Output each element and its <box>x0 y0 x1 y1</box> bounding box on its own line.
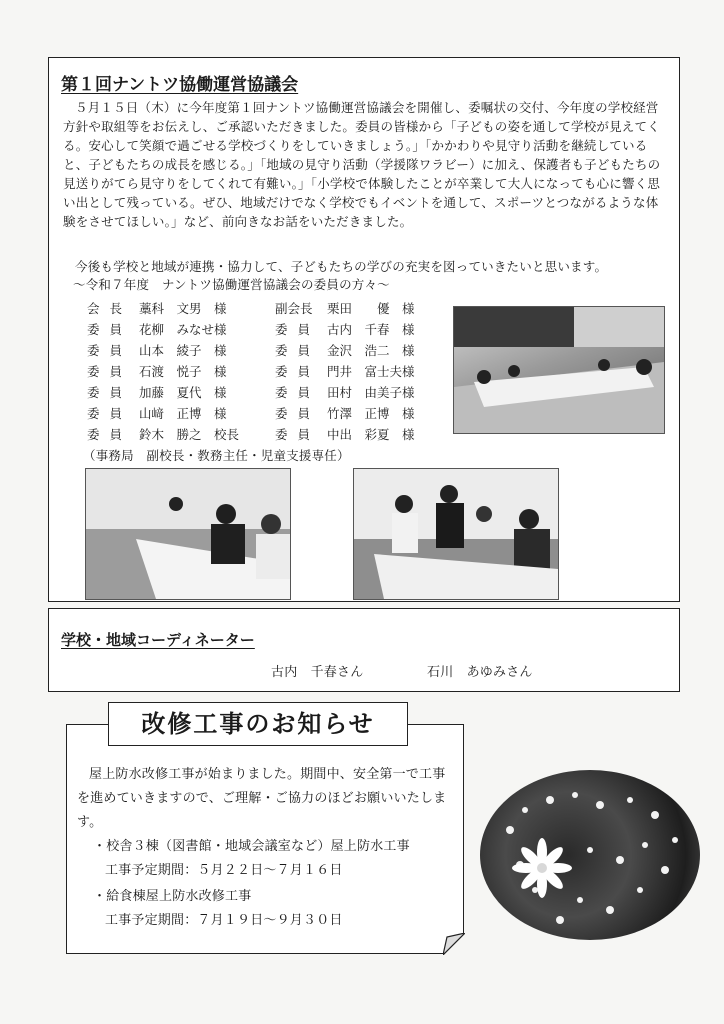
notice-section <box>66 724 464 954</box>
member-row: 委員 古内 千春 様 <box>275 322 415 337</box>
members-right-column <box>275 298 437 445</box>
meeting-closing: 今後も学校と地域が連携・協力して、子どもたちの学びの充実を図っていきたいと思います。 <box>75 259 608 274</box>
coordinator-section <box>48 608 680 692</box>
coordinator-name-2: 石川 あゆみさん <box>427 665 533 680</box>
table-discussion-photo <box>85 468 291 600</box>
meeting-room-photo <box>453 306 665 434</box>
member-row: 委員 田村 由美子様 <box>275 385 415 400</box>
notice-item-1-period: 工事予定期間：５月２２日～７月１６日 <box>105 863 343 878</box>
notice-title: 改修工事のお知らせ <box>108 702 408 746</box>
office-note: （事務局 副校長・教務主任・児童支援専任） <box>83 448 350 463</box>
coordinator-name-1: 古内 千春さん <box>271 665 364 680</box>
member-row: 委員 石渡 悦子 様 <box>87 364 227 379</box>
member-row: 委員 金沢 浩二 様 <box>275 343 415 358</box>
member-row: 委員 花柳 みなせ様 <box>87 322 227 337</box>
member-row: 委員 山本 綾子 様 <box>87 343 227 358</box>
meeting-section <box>48 57 680 602</box>
meeting-title: 第１回ナントツ協働運営協議会 <box>61 75 299 95</box>
members-left-column <box>87 298 249 445</box>
notice-item-2: ・給食棟屋上防水改修工事 <box>93 889 252 904</box>
coordinator-title: 学校・地域コーディネーター <box>61 631 255 649</box>
certificate-presentation-photo <box>353 468 559 600</box>
flower-photo <box>480 770 700 940</box>
notice-item-2-period: 工事予定期間：７月１９日～９月３０日 <box>105 913 343 928</box>
notice-intro: 屋上防水改修工事が始まりました。期間中、安全第一で工事を進めていきますので、ご理解・ご協力のほどお願いいたします。 <box>77 767 447 830</box>
member-row: 委員 中出 彩夏 様 <box>275 427 415 442</box>
member-row: 委員 山﨑 正博 様 <box>87 406 227 421</box>
page-curl-decoration <box>443 933 465 955</box>
member-row: 会長 藁科 文男 様 <box>87 301 227 316</box>
member-row: 委員 鈴木 勝之 校長 <box>87 427 240 442</box>
members-heading: ～令和７年度 ナントツ協働運営協議会の委員の方々～ <box>73 277 390 292</box>
notice-item-1: ・校舎３棟（図書館・地域会議室など）屋上防水工事 <box>93 839 410 854</box>
member-row: 副会長 栗田 優 様 <box>275 301 415 316</box>
member-row: 委員 竹澤 正博 様 <box>275 406 415 421</box>
member-row: 委員 加藤 夏代 様 <box>87 385 227 400</box>
member-row: 委員 門井 富士夫様 <box>275 364 415 379</box>
meeting-paragraph: ５月１５日（木）に今年度第１回ナントツ協働運営協議会を開催し、委嘱状の交付、今年度の学校経営方針や取組等をお伝えし、ご承認いただきました。委員の皆様から「子どもの姿を通して学校が見えてくる。安心して笑顔で過ごせる学校づくりをしていきましょう。」「かかわりや見守り活動を継続していると、子どもたちの成長を感じる。」「地域の見守り活動（学援隊ワラビー）に加え、保護者も子どもたちの見送りがてら見守りをしてくれて有難い。」「小学校で体験したことが卒業して大人になっても心に響く思い出として残っている。ぜひ、地域だけでなく学校でもイベントを通して、スポーツとつながるような体験をさせてほしい。」など、前向きなお話をいただきました。 <box>63 100 661 229</box>
